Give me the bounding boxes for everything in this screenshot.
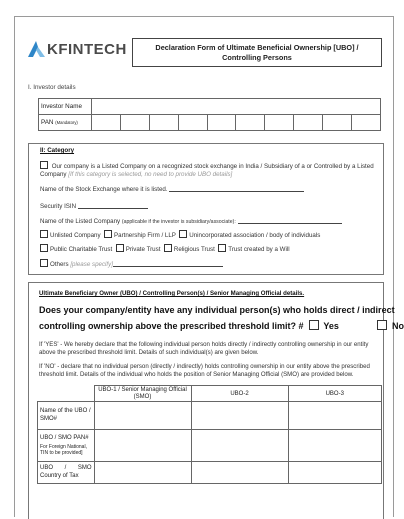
listed-company-name-field[interactable] bbox=[238, 217, 342, 224]
others-label: Others bbox=[50, 261, 69, 268]
kfintech-logo bbox=[28, 41, 127, 61]
pan-mandatory-note: (Mandatory) bbox=[55, 120, 78, 125]
stock-exchange-field[interactable] bbox=[169, 185, 304, 192]
investor-name-label: Investor Name bbox=[39, 99, 92, 115]
pan-label: PAN bbox=[41, 119, 54, 126]
ubo-pan-label-cell bbox=[38, 430, 95, 462]
unincorporated-association-label: Unincorporated association / body of individuals bbox=[189, 232, 321, 239]
category-options-row-2 bbox=[40, 244, 290, 253]
investor-name-field[interactable] bbox=[92, 99, 381, 115]
section-investor-details-heading: I. Investor details bbox=[28, 84, 76, 91]
category-options-row-1 bbox=[40, 230, 320, 239]
listed-company-note: [If this category is selected, no need to provide UBO details] bbox=[68, 171, 233, 179]
ubo-pan-field[interactable] bbox=[288, 430, 382, 462]
private-trust-checkbox[interactable] bbox=[116, 244, 124, 252]
unlisted-company-checkbox[interactable] bbox=[40, 230, 48, 238]
ubo-heading: Ultimate Beneficiary Owner (UBO) / Controlling Person(s) / Senior Managing Official details. bbox=[39, 290, 305, 297]
ubo-question-line-2-text: controlling ownership above the prescribed threshold limit? # bbox=[39, 321, 304, 331]
pan-char-box[interactable] bbox=[236, 115, 265, 131]
ubo-question-line-2 bbox=[39, 320, 404, 331]
no-checkbox[interactable] bbox=[377, 320, 387, 330]
stock-exchange-label: Name of the Stock Exchange where it is listed. bbox=[40, 186, 168, 193]
public-charitable-trust-checkbox[interactable] bbox=[40, 244, 48, 252]
religious-trust-label: Religious Trust bbox=[173, 246, 215, 253]
category-heading: II: Category bbox=[40, 147, 75, 154]
ubo-column-header: UBO-1 / Senior Managing Official (SMO) bbox=[94, 386, 191, 402]
pan-char-box[interactable] bbox=[323, 115, 352, 131]
ubo-pan-field[interactable] bbox=[94, 430, 191, 462]
religious-trust-checkbox[interactable] bbox=[164, 244, 172, 252]
ubo-column-header: UBO-2 bbox=[191, 386, 288, 402]
ubo-pan-label: UBO / SMO PAN# bbox=[40, 434, 89, 441]
partnership-firm-checkbox[interactable] bbox=[104, 230, 112, 238]
security-isin-label: Security ISIN bbox=[40, 203, 77, 210]
listed-company-text: Our company is a Listed Company on a recognized stock exchange in India / Subsidiary of a or Controlled by a Listed Company bbox=[40, 163, 374, 179]
listed-company-checkbox[interactable] bbox=[40, 161, 48, 169]
category-section bbox=[28, 143, 384, 275]
ubo-name-field[interactable] bbox=[191, 402, 288, 430]
pan-char-box[interactable] bbox=[265, 115, 294, 131]
private-trust-label: Private Trust bbox=[125, 246, 161, 253]
ubo-details-table bbox=[37, 385, 382, 484]
ubo-table-corner bbox=[38, 386, 95, 402]
pan-char-box[interactable] bbox=[352, 115, 381, 131]
yes-label: Yes bbox=[323, 321, 339, 331]
ubo-column-header: UBO-3 bbox=[288, 386, 382, 402]
yes-checkbox[interactable] bbox=[309, 320, 319, 330]
pan-char-box[interactable] bbox=[92, 115, 121, 131]
pan-char-box[interactable] bbox=[178, 115, 207, 131]
listed-company-name-line bbox=[40, 217, 342, 225]
ubo-name-field[interactable] bbox=[94, 402, 191, 430]
investor-details-table bbox=[38, 98, 381, 131]
ubo-country-field[interactable] bbox=[288, 462, 382, 484]
form-title-box bbox=[132, 38, 382, 67]
form-title: Declaration Form of Ultimate Beneficial Ownership [UBO] / Controlling Persons bbox=[155, 43, 359, 62]
logo-text: KFINTECH bbox=[47, 41, 127, 58]
unincorporated-association-checkbox[interactable] bbox=[179, 230, 187, 238]
pan-char-box[interactable] bbox=[149, 115, 178, 131]
ubo-name-field[interactable] bbox=[288, 402, 382, 430]
ubo-country-field[interactable] bbox=[94, 462, 191, 484]
ubo-country-field[interactable] bbox=[191, 462, 288, 484]
ubo-pan-note: For Foreign National, TIN to be provided] bbox=[40, 444, 87, 457]
logo-arrow-icon bbox=[28, 41, 45, 61]
table-row bbox=[38, 402, 382, 430]
table-row bbox=[38, 430, 382, 462]
ubo-pan-field[interactable] bbox=[191, 430, 288, 462]
will-trust-checkbox[interactable] bbox=[218, 244, 226, 252]
listed-company-name-label: Name of the Listed Company bbox=[40, 218, 121, 225]
no-label: No bbox=[391, 321, 404, 331]
table-row bbox=[38, 462, 382, 484]
will-trust-label: Trust created by a Will bbox=[228, 246, 290, 253]
pan-char-box[interactable] bbox=[207, 115, 236, 131]
security-isin-field[interactable] bbox=[78, 202, 148, 209]
pan-char-box[interactable] bbox=[294, 115, 323, 131]
public-charitable-trust-label: Public Charitable Trust bbox=[50, 246, 113, 253]
pan-label-cell bbox=[39, 115, 92, 131]
ubo-question-line-1: Does your company/entity have any individual person(s) who holds direct / indirect bbox=[39, 305, 395, 315]
unlisted-company-label: Unlisted Company bbox=[50, 232, 101, 239]
security-isin-line bbox=[40, 202, 148, 210]
stock-exchange-line bbox=[40, 185, 304, 193]
others-note: [please specify] bbox=[70, 261, 113, 268]
others-field[interactable] bbox=[113, 260, 223, 267]
others-line bbox=[40, 259, 223, 268]
pan-char-box[interactable] bbox=[120, 115, 149, 131]
listed-company-option bbox=[40, 161, 375, 180]
ubo-country-label: UBO / SMO Country of Tax bbox=[38, 462, 95, 484]
no-declaration-text: If 'NO' - declare that no individual person (directly / indirectly) holds controlling ownership in our entity above the prescribed threshold limit. Details of the individual who holds the position of Senior Managing Official (SMO) are provided below. bbox=[39, 363, 370, 378]
partnership-firm-label: Partnership Firm / LLP bbox=[114, 232, 176, 239]
yes-declaration-text: If 'YES' - We hereby declare that the following individual person holds directly / indirectly controlling ownership in our entity above the prescribed threshold limit. Details of such individual(s) are given below. bbox=[39, 341, 369, 356]
ubo-name-label: Name of the UBO / SMO# bbox=[38, 402, 95, 430]
listed-company-name-note: (applicable if the investor is subsidiary/associate): bbox=[121, 219, 236, 225]
others-checkbox[interactable] bbox=[40, 259, 48, 267]
